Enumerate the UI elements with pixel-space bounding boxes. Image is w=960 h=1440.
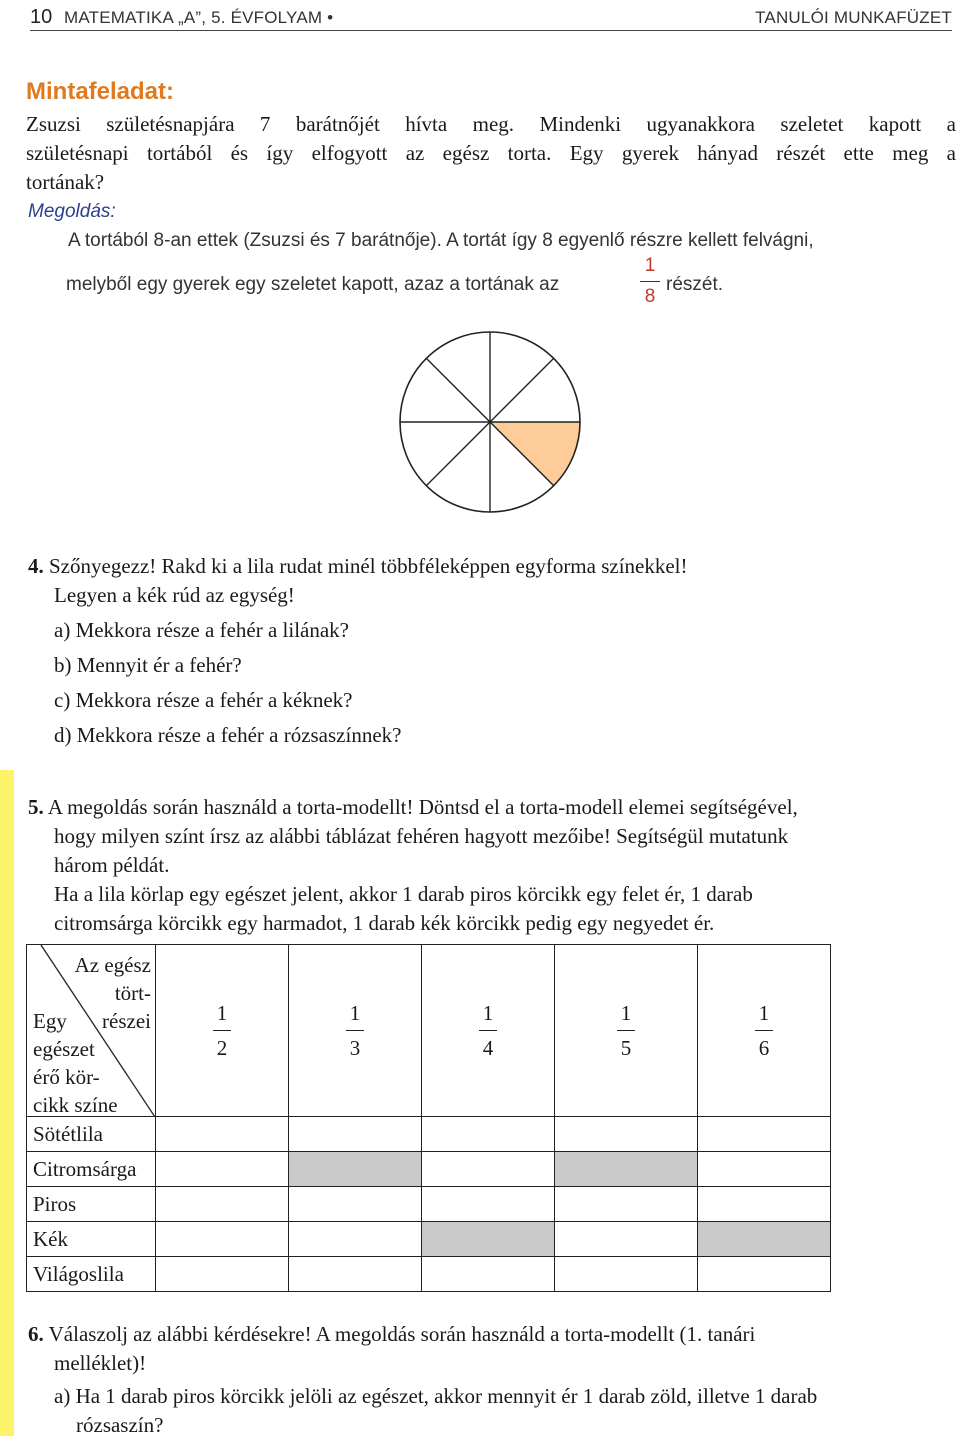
table-corner-cell	[27, 945, 156, 1117]
solution-line-2-end: részét.	[666, 274, 724, 295]
header-left-text: MATEMATIKA „A”, 5. ÉVFOLYAM •	[64, 8, 334, 27]
cell-r1-c2[interactable]	[289, 1117, 422, 1152]
cell-r5-c3[interactable]	[422, 1257, 555, 1292]
task6-question-a-1: a) Ha 1 darab piros körcikk jelöli az egészet, akkor mennyit ér 1 darab zöld, illetve 1 darab	[54, 1384, 818, 1408]
corner-top-2: tört-	[114, 981, 151, 1005]
task4	[28, 552, 948, 750]
cell-r1-c3[interactable]	[422, 1117, 555, 1152]
cell-r3-c1[interactable]	[156, 1187, 289, 1222]
cell-r2-c1[interactable]	[156, 1152, 289, 1187]
col-header-1-3	[289, 945, 422, 1117]
corner-top-1: Az egész	[74, 953, 151, 977]
col-header-1-2	[156, 945, 289, 1117]
col5-denominator: 6	[758, 1036, 770, 1060]
task5-line-1: A megoldás során használd a torta-modellt! Döntsd el a torta-modell elemei segítségével,	[47, 795, 798, 819]
solution-fraction	[640, 254, 660, 309]
pie-dividers	[400, 332, 580, 512]
col2-denominator: 3	[349, 1036, 361, 1060]
corner-bottom-4: cikk színe	[33, 1093, 118, 1117]
col1-denominator: 2	[216, 1036, 228, 1060]
solution-line-2: melyből egy gyerek egy szeletet kapott, azaz a tortának az	[66, 274, 560, 295]
task5-line-4: Ha a lila körlap egy egészet jelent, akkor 1 darab piros körcikk egy felet ér, 1 darab	[54, 882, 753, 906]
cell-r5-c5[interactable]	[698, 1257, 831, 1292]
cell-r3-c4[interactable]	[555, 1187, 698, 1222]
corner-top-3: részei	[102, 1009, 151, 1033]
row-label-piros: Piros	[27, 1187, 156, 1222]
solution-line-1: A tortából 8-an ettek (Zsuzsi és 7 barátnője). A tortát így 8 egyenlő részre kellett felvágni,	[68, 230, 814, 251]
example-problem	[26, 110, 956, 197]
task5-line-3: három példát.	[54, 853, 170, 877]
task5-line-5: citromsárga körcikk egy harmadot, 1 darab kék körcikk pedig egy negyedet ér.	[54, 911, 715, 935]
cell-r3-c2[interactable]	[289, 1187, 422, 1222]
task6-line-1: Válaszolj az alábbi kérdésekre! A megoldás során használd a torta-modellt (1. tanári	[48, 1322, 756, 1346]
col2-numerator: 1	[349, 1001, 361, 1025]
task5-line-2: hogy milyen színt írsz az alábbi táblázat fehéren hagyott mezőibe! Segítségül mutatunk	[54, 824, 789, 848]
cell-r5-c2[interactable]	[289, 1257, 422, 1292]
cell-r4-c2[interactable]	[289, 1222, 422, 1257]
problem-line-3: tortának?	[26, 170, 105, 194]
header-right-text: TANULÓI MUNKAFÜZET	[755, 8, 952, 27]
margin-highlight-bar	[0, 770, 14, 1436]
example-title: Mintafeladat:	[26, 78, 175, 105]
problem-line-2: születésnapi tortából és így elfogyott az egész torta. Egy gyerek hányad részét ette meg a	[26, 141, 956, 165]
task6-question-a-2: rózsaszín?	[76, 1413, 164, 1437]
cell-r1-c4[interactable]	[555, 1117, 698, 1152]
solution-label: Megoldás:	[28, 201, 116, 222]
cell-r2-c2-shaded	[289, 1152, 422, 1187]
page-number: 10	[30, 6, 53, 28]
fraction-color-table	[26, 944, 831, 1292]
cell-r4-c4[interactable]	[555, 1222, 698, 1257]
corner-bottom-label	[33, 1007, 118, 1119]
cell-r3-c5[interactable]	[698, 1187, 831, 1222]
problem-line-1: Zsuzsi születésnapjára 7 barátnőjét hívta meg. Mindenki ugyanakkora szeletet kapott a	[26, 112, 956, 136]
cell-r4-c1[interactable]	[156, 1222, 289, 1257]
task4-question-b: b) Mennyit ér a fehér?	[54, 653, 242, 677]
cell-r1-c1[interactable]	[156, 1117, 289, 1152]
corner-bottom-1: Egy	[33, 1009, 67, 1033]
page-header	[30, 4, 952, 31]
cell-r3-c3[interactable]	[422, 1187, 555, 1222]
col-header-1-6	[698, 945, 831, 1117]
task4-line-1: Szőnyegezz! Rakd ki a lila rudat minél többféleképpen egyforma színekkel!	[49, 554, 688, 578]
task6	[28, 1320, 954, 1440]
row-label-citromsarga: Citromsárga	[27, 1152, 156, 1187]
col-header-1-4	[422, 945, 555, 1117]
col-header-1-5	[555, 945, 698, 1117]
col4-numerator: 1	[620, 1001, 632, 1025]
row-label-sotetlila: Sötétlila	[27, 1117, 156, 1152]
corner-bottom-3: érő kör-	[33, 1065, 100, 1089]
col1-numerator: 1	[216, 1001, 228, 1025]
fraction-denominator: 8	[644, 286, 656, 307]
cell-r5-c4[interactable]	[555, 1257, 698, 1292]
task4-number: 4.	[28, 554, 44, 578]
pie-shaded-slice	[490, 422, 580, 486]
pie-diagram	[390, 322, 590, 522]
row-label-kek: Kék	[27, 1222, 156, 1257]
task5-number: 5.	[28, 795, 44, 819]
task4-question-d: d) Mekkora része a fehér a rózsaszínnek?	[54, 723, 402, 747]
col5-numerator: 1	[758, 1001, 770, 1025]
corner-bottom-2: egészet	[33, 1037, 95, 1061]
cell-r2-c5[interactable]	[698, 1152, 831, 1187]
task4-question-a: a) Mekkora része a fehér a lilának?	[54, 618, 349, 642]
cell-r5-c1[interactable]	[156, 1257, 289, 1292]
cell-r4-c3-shaded	[422, 1222, 555, 1257]
col3-denominator: 4	[482, 1036, 494, 1060]
row-label-vilagoslila: Világoslila	[27, 1257, 156, 1292]
cell-r2-c4-shaded	[555, 1152, 698, 1187]
fraction-numerator: 1	[644, 255, 656, 276]
col4-denominator: 5	[620, 1036, 632, 1060]
task6-line-2: melléklet)!	[54, 1351, 147, 1375]
task6-number: 6.	[28, 1322, 44, 1346]
task5	[28, 793, 954, 938]
cell-r1-c5[interactable]	[698, 1117, 831, 1152]
cell-r2-c3[interactable]	[422, 1152, 555, 1187]
task4-line-2: Legyen a kék rúd az egység!	[54, 583, 295, 607]
task4-question-c: c) Mekkora része a fehér a kéknek?	[54, 688, 353, 712]
cell-r4-c5-shaded	[698, 1222, 831, 1257]
col3-numerator: 1	[482, 1001, 494, 1025]
